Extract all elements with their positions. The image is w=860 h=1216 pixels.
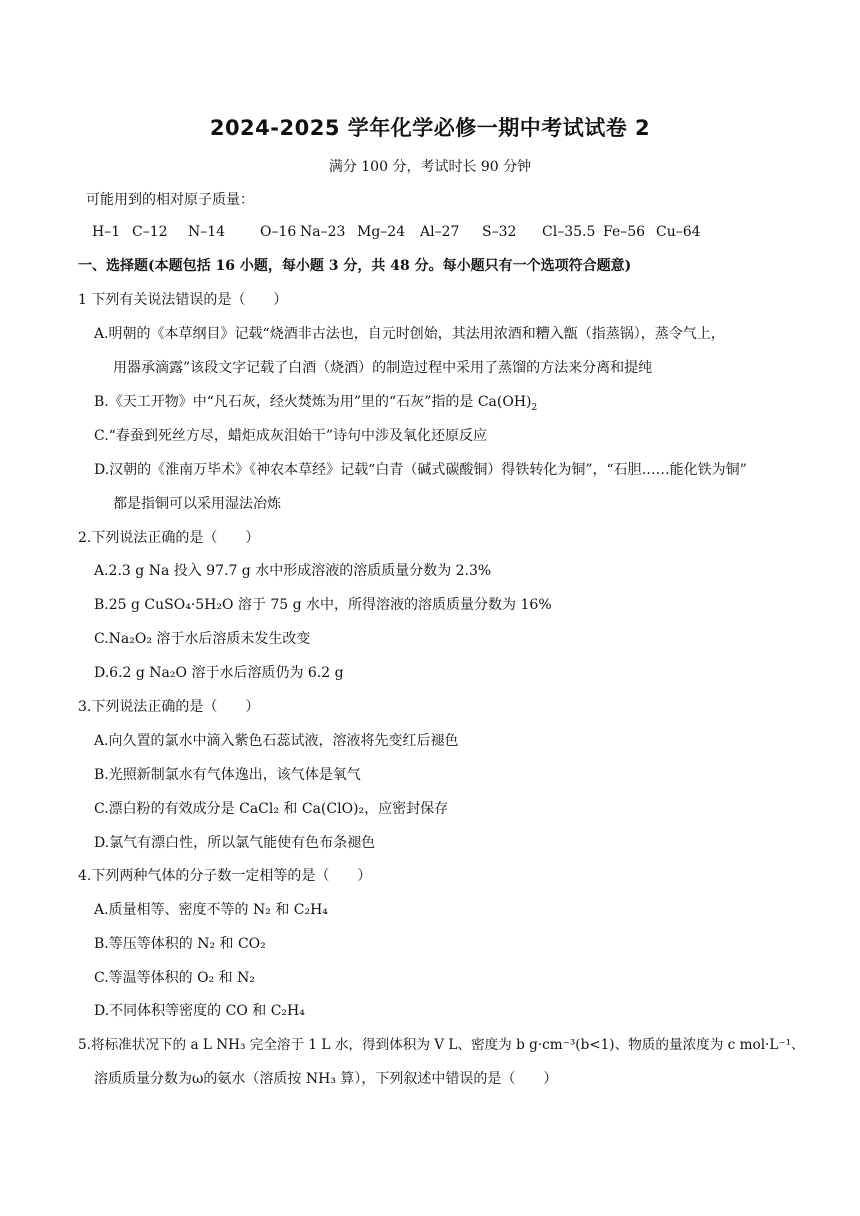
- atomic-mass-item: O–16: [260, 224, 297, 240]
- atomic-mass-label: 可能用到的相对原子质量：: [86, 192, 254, 208]
- option-c: C.等温等体积的 O₂ 和 N₂: [94, 970, 255, 986]
- option-a: A.质量相等、密度不等的 N₂ 和 C₂H₄: [94, 902, 328, 918]
- option-d: D.6.2 g Na₂O 溶于水后溶质仍为 6.2 g: [94, 665, 344, 681]
- atomic-mass-item: Fe–56: [603, 224, 646, 240]
- question-stem-continued: 溶质质量分数为ω的氨水（溶质按 NH₃ 算），下列叙述中错误的是（ ）: [94, 1071, 558, 1087]
- option-a: A.2.3 g Na 投入 97.7 g 水中形成溶液的溶质质量分数为 2.3%: [94, 563, 492, 579]
- option-d: D.汉朝的《淮南万毕术》《神农本草经》记载“白青（碱式碳酸铜）得铁转化为铜”，“石胆……能化铁为铜”: [94, 462, 747, 478]
- atomic-mass-item: H–1: [92, 224, 121, 240]
- question-stem: 2.下列说法正确的是（ ）: [78, 530, 260, 546]
- option-c: C.漂白粉的有效成分是 CaCl₂ 和 Ca(ClO)₂，应密封保存: [94, 801, 449, 817]
- atomic-mass-list: [92, 224, 701, 240]
- option-b: B.《天工开物》中“凡石灰，经火焚炼为用”里的“石灰”指的是 $Ca(OH)_2$: [94, 394, 538, 413]
- page-subtitle: 满分 100 分，考试时长 90 分钟: [328, 159, 532, 175]
- option-a-continued: 用器承滴露”该段文字记载了白酒（烧酒）的制造过程中采用了蒸馏的方法来分离和提纯: [113, 360, 653, 376]
- option-d: D.不同体积等密度的 CO 和 C₂H₄: [94, 1003, 305, 1019]
- option-a: A.明朝的《本草纲目》记载“烧酒非古法也，自元时创始，其法用浓酒和糟入甑（指蒸锅），蒸令气上，: [94, 326, 725, 342]
- atomic-mass-item: Cu–64: [656, 224, 701, 240]
- option-b: B.光照新制氯水有气体逸出，该气体是氧气: [94, 767, 361, 783]
- question-stem: 4.下列两种气体的分子数一定相等的是（ ）: [78, 868, 372, 884]
- option-d-continued: 都是指铜可以采用湿法冶炼: [113, 496, 281, 512]
- atomic-mass-item: C–12: [132, 224, 168, 240]
- atomic-mass-item: Cl–35.5: [542, 224, 596, 240]
- option-a: A.向久置的氯水中滴入紫色石蕊试液，溶液将先变红后褪色: [94, 733, 459, 749]
- option-d: D.氯气有漂白性，所以氯气能使有色布条褪色: [94, 835, 376, 851]
- atomic-mass-item: N–14: [188, 224, 226, 240]
- option-c: C.“春蚕到死丝方尽，蜡炬成灰泪始干”诗句中涉及氧化还原反应: [94, 428, 487, 444]
- option-b: B.25 g CuSO₄·5H₂O 溶于 75 g 水中，所得溶液的溶质质量分数为 16%: [94, 597, 552, 613]
- option-c: C.Na₂O₂ 溶于水后溶质未发生改变: [94, 631, 311, 647]
- section-heading: 一、选择题(本题包括 16 小题，每小题 3 分，共 48 分。每小题只有一个选项符合题意): [78, 258, 632, 274]
- option-b: B.等压等体积的 N₂ 和 CO₂: [94, 936, 266, 952]
- atomic-mass-item: Na–23: [300, 224, 346, 240]
- question-stem: 5.将标准状况下的 a L NH₃ 完全溶于 1 L 水，得到体积为 V L、密度为 b g·cm⁻³(b<1)、物质的量浓度为 c mol·L⁻¹、: [78, 1037, 805, 1053]
- atomic-mass-item: Mg–24: [357, 224, 406, 240]
- atomic-mass-item: S–32: [482, 224, 517, 240]
- atomic-mass-item: Al–27: [420, 224, 460, 240]
- page-title: 2024-2025 学年化学必修一期中考试试卷 2: [209, 116, 651, 140]
- question-stem: 1 下列有关说法错误的是（ ）: [78, 292, 288, 308]
- question-stem: 3.下列说法正确的是（ ）: [78, 699, 260, 715]
